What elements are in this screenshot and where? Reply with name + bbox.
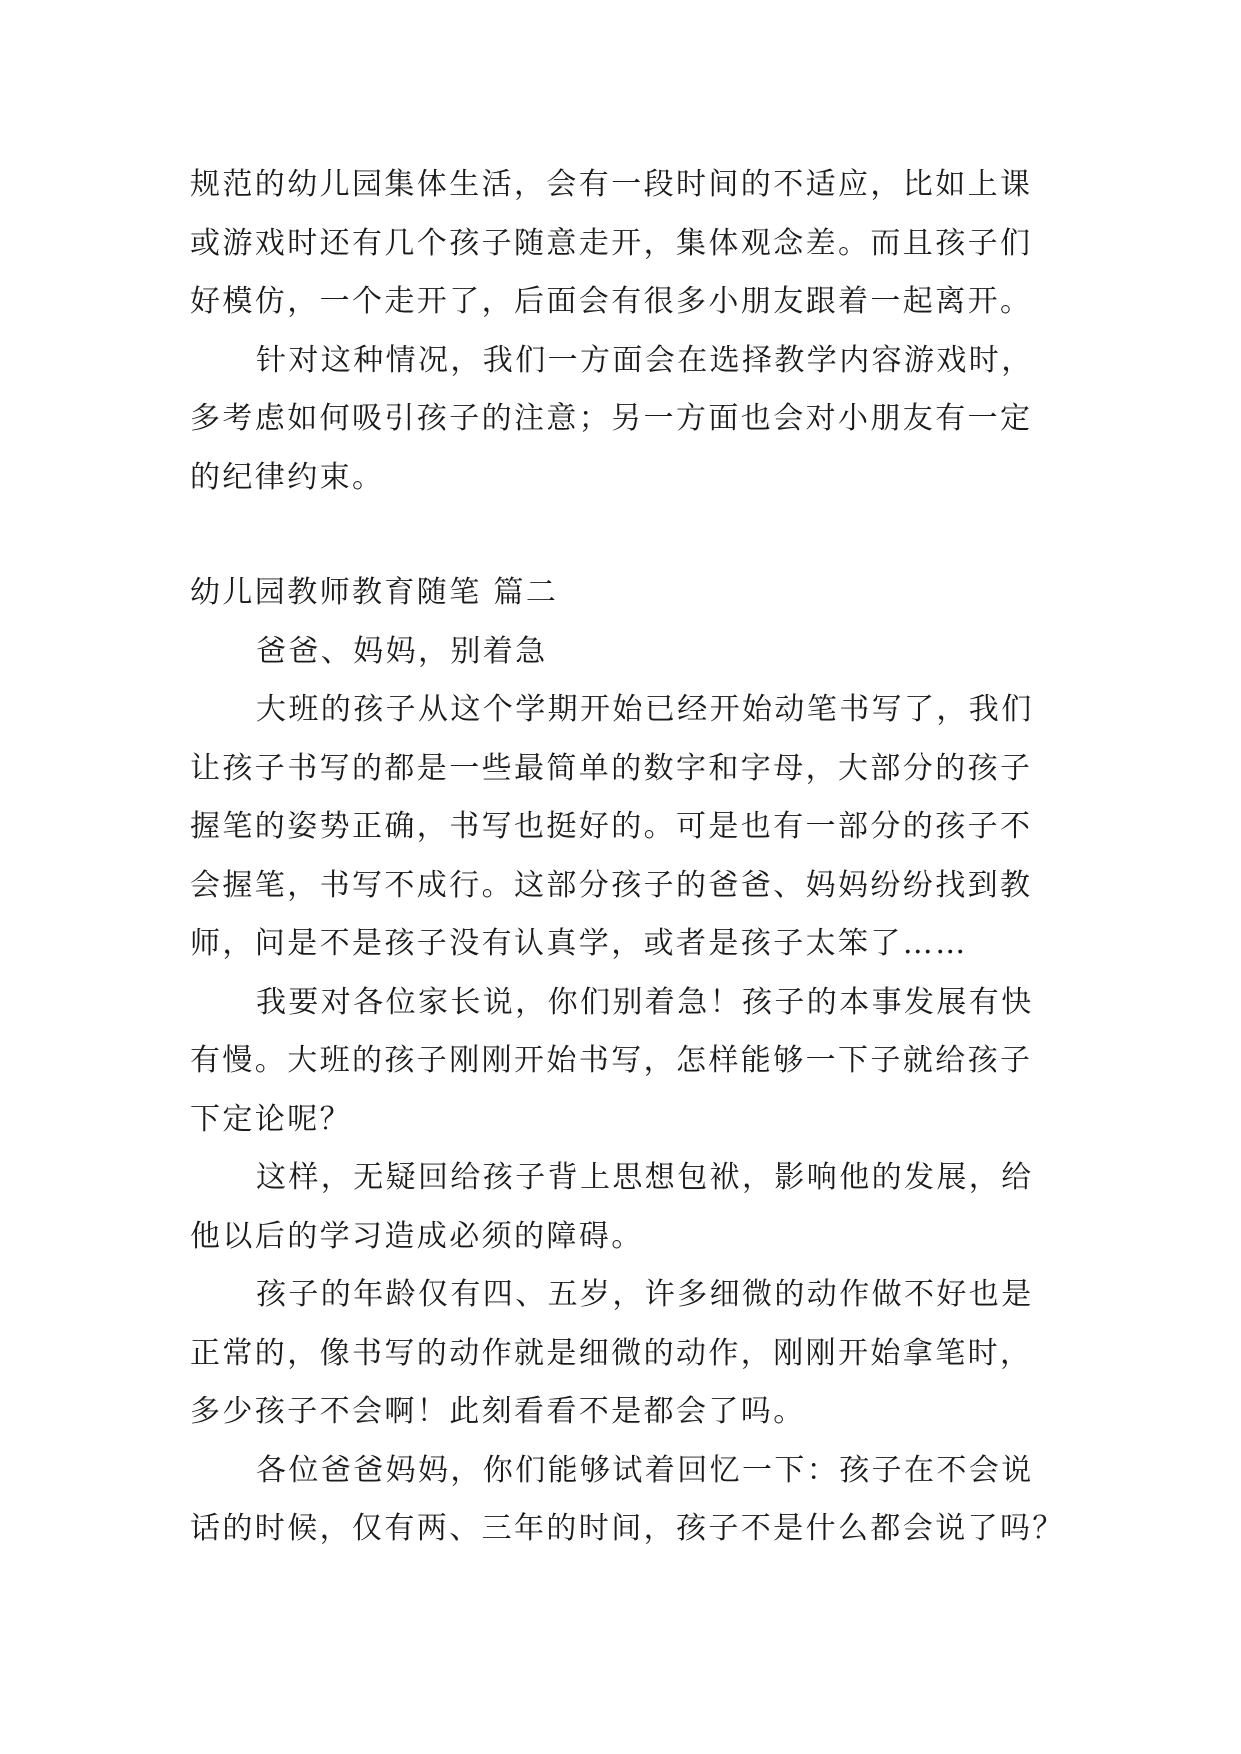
paragraph-line: 这样，无疑回给孩子背上思想包袱，影响他的发展，给 <box>256 1160 1034 1195</box>
paragraph-line: 他以后的学习造成必须的障碍。 <box>190 1218 644 1254</box>
paragraph-line: 正常的，像书写的动作就是细微的动作，刚刚开始拿笔时， <box>190 1335 1033 1371</box>
paragraph-line: 各位爸爸妈妈，你们能够试着回忆一下：孩子在不会说 <box>256 1452 1034 1488</box>
paragraph-line: 有慢。大班的孩子刚刚开始书写，怎样能够一下子就给孩子 <box>190 1043 1033 1078</box>
paragraph-line: 规范的幼儿园集体生活，会有一段时间的不适应，比如上课 <box>190 167 1033 202</box>
essay-subtitle: 爸爸、妈妈，别着急 <box>256 633 548 669</box>
paragraph-line: 话的时候，仅有两、三年的时间，孩子不是什么都会说了吗？ <box>190 1511 1065 1546</box>
paragraph-line: 师，问是不是孩子没有认真学，或者是孩子太笨了…… <box>190 926 968 961</box>
paragraph <box>190 681 1070 974</box>
paragraph-line: 让孩子书写的都是一些最简单的数字和字母，大部分的孩子 <box>190 750 1033 786</box>
paragraph <box>190 1149 1070 1266</box>
paragraph-line: 孩子的年龄仅有四、五岁，许多细微的动作做不好也是 <box>256 1277 1034 1312</box>
top-text-block <box>190 156 1070 507</box>
paragraph <box>190 332 1070 508</box>
paragraph-line: 握笔的姿势正确，书写也挺好的。可是也有一部分的孩子不 <box>190 809 1033 844</box>
paragraph-line: 多少孩子不会啊！此刻看看不是都会了吗。 <box>190 1394 806 1429</box>
paragraph <box>190 1266 1070 1442</box>
paragraph-line: 会握笔，书写不成行。这部分孩子的爸爸、妈妈纷纷找到教 <box>190 867 1033 903</box>
paragraph-line: 多考虑如何吸引孩子的注意；另一方面也会对小朋友有一定 <box>190 401 1033 436</box>
paragraph-line: 的纪律约束。 <box>190 459 385 495</box>
paragraph <box>190 974 1070 1150</box>
paragraph-line: 或游戏时还有几个孩子随意走开，集体观念差。而且孩子们 <box>190 225 1033 261</box>
paragraph-line: 我要对各位家长说，你们别着急！孩子的本事发展有快 <box>256 984 1034 1020</box>
paragraph <box>190 156 1070 332</box>
paragraph-line: 针对这种情况，我们一方面会在选择教学内容游戏时， <box>256 342 1034 378</box>
paragraph-line: 大班的孩子从这个学期开始已经开始动笔书写了，我们 <box>256 692 1034 727</box>
essay-section <box>190 564 1070 1559</box>
paragraph-line: 下定论呢？ <box>190 1101 352 1137</box>
section-heading: 幼儿园教师教育随笔 篇二 <box>190 575 559 610</box>
paragraph <box>190 1442 1070 1559</box>
paragraph-line: 好模仿，一个走开了，后面会有很多小朋友跟着一起离开。 <box>190 284 1033 319</box>
